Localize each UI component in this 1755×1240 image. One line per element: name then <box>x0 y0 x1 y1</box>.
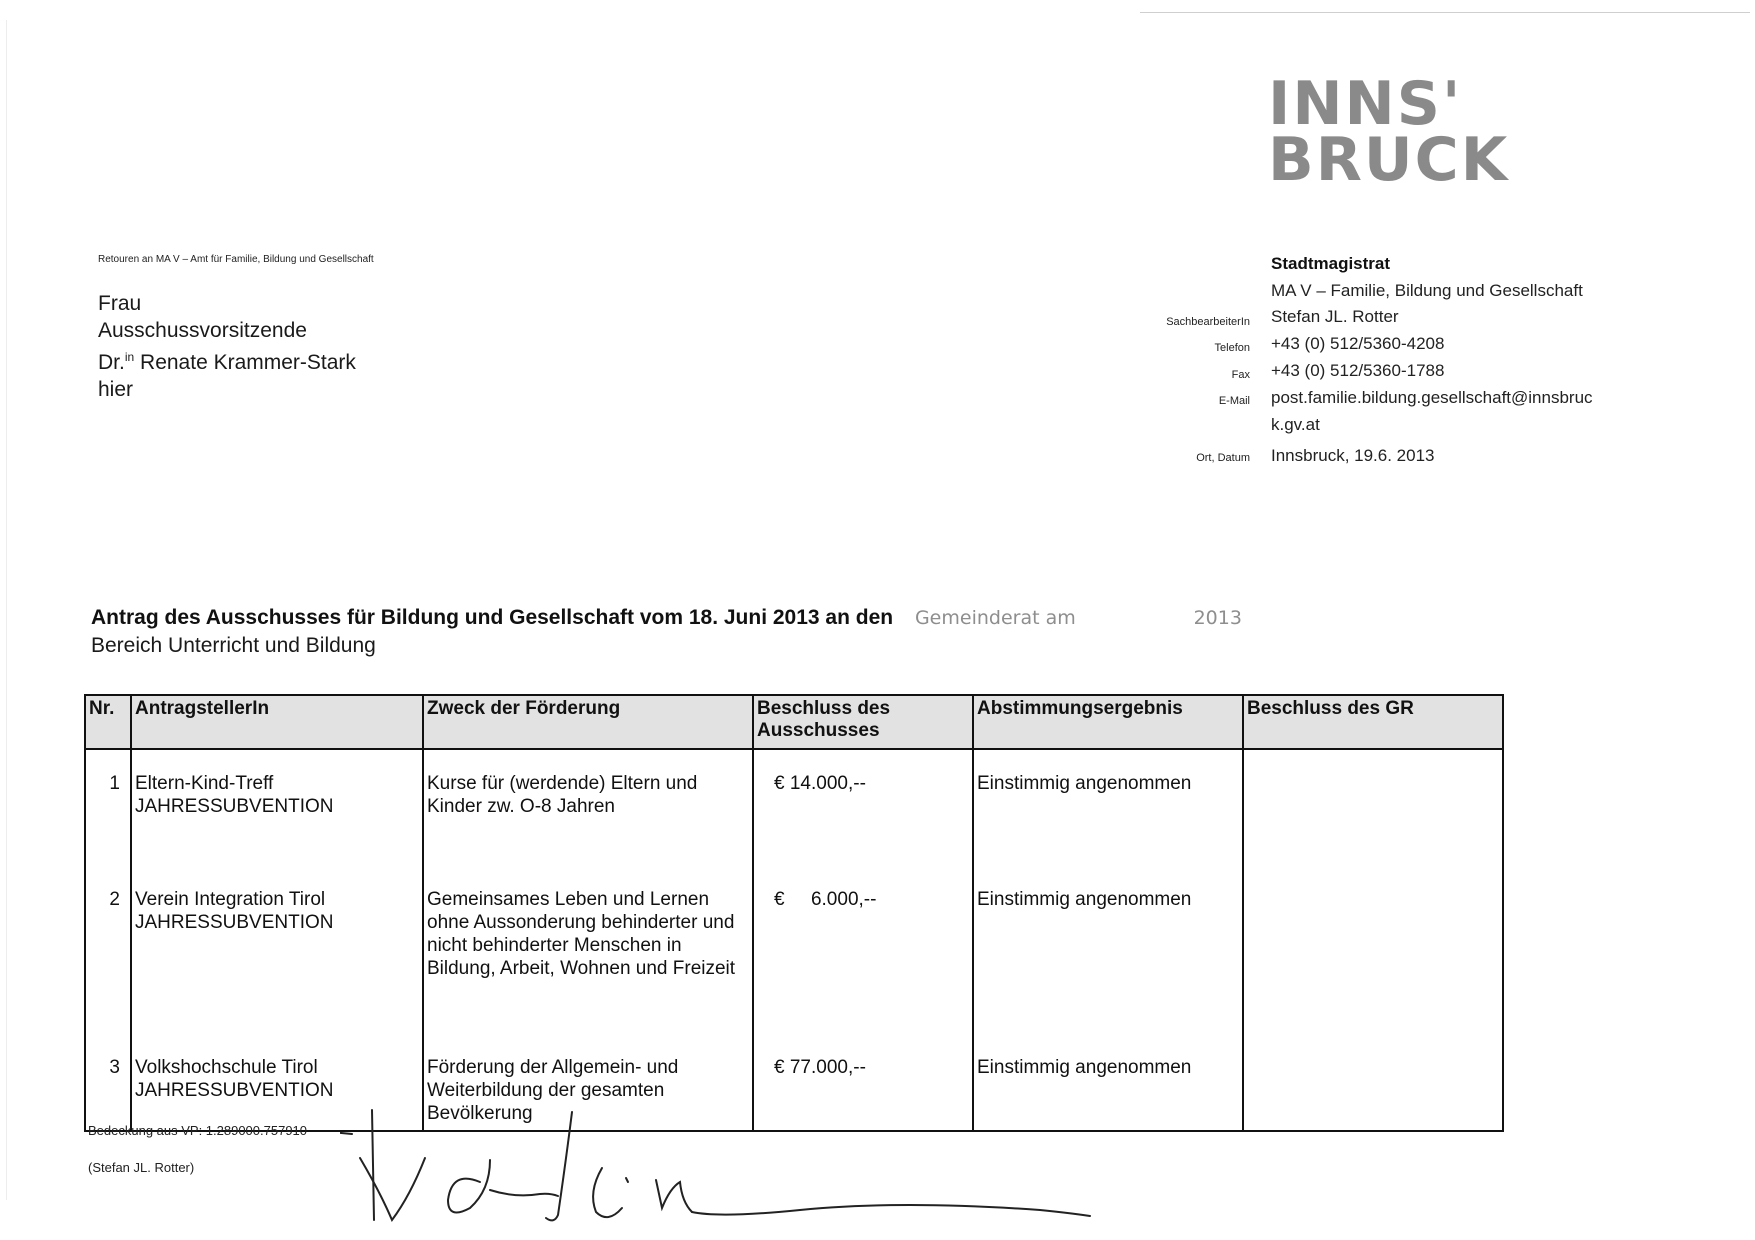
cell-nr: 1 <box>85 749 131 876</box>
table-row <box>85 876 1503 1040</box>
applicant-name: Verein Integration Tirol <box>135 889 326 910</box>
page-title <box>91 606 1242 630</box>
applicant-type: JAHRESSUBVENTION <box>135 912 334 933</box>
value-email-cont: k.gv.at <box>1271 415 1320 434</box>
recipient-location: hier <box>98 378 134 401</box>
value-phone: +43 (0) 512/5360-4208 <box>1271 334 1445 353</box>
label-phone: Telefon <box>1214 342 1250 354</box>
cell-nr: 3 <box>85 1040 131 1131</box>
cell-applicant <box>131 876 423 1040</box>
sender-department: MA V – Familie, Bildung und Gesellschaft <box>1271 281 1583 300</box>
recipient-salutation: Frau <box>98 292 142 315</box>
label-email: E-Mail <box>1218 395 1250 407</box>
recipient-title: Dr. <box>98 351 125 374</box>
header-committee-decision: Beschluss des Ausschusses <box>753 695 973 749</box>
logo-line-1: INNS' <box>1268 69 1463 139</box>
cell-amount: € 14.000,-- <box>753 749 973 876</box>
cell-amount: € 6.000,-- <box>753 876 973 1040</box>
cell-result: Einstimmig angenommen <box>973 1040 1243 1131</box>
recipient-name-line <box>98 344 356 376</box>
cell-amount: € 77.000,-- <box>753 1040 973 1131</box>
cell-purpose: Kurse für (werdende) Eltern und Kinder zw. O-8 Jahren <box>423 749 753 876</box>
return-address: Retouren an MA V – Amt für Familie, Bildung und Gesellschaft <box>98 254 374 265</box>
cell-purpose: Gemeinsames Leben und Lernen ohne Aussonderung behinderter und nicht behinderter Menschen in Bildung, Arbeit, Wohnen und Freizeit <box>423 876 753 1040</box>
cell-nr: 2 <box>85 876 131 1040</box>
sender-org: Stadtmagistrat <box>1271 254 1391 273</box>
cell-result: Einstimmig angenommen <box>973 876 1243 1040</box>
grant-table <box>84 694 1504 1132</box>
value-clerk: Stefan JL. Rotter <box>1271 307 1399 326</box>
recipient-name: Renate Krammer-Stark <box>140 351 356 374</box>
recipient-title-sup: in <box>124 350 135 364</box>
table-row <box>85 749 1503 876</box>
page-subtitle: Bereich Unterricht und Bildung <box>91 634 376 657</box>
applicant-name: Eltern-Kind-Treff <box>135 773 274 794</box>
applicant-type: JAHRESSUBVENTION <box>135 1080 334 1101</box>
cell-applicant <box>131 749 423 876</box>
header-nr: Nr. <box>85 695 131 749</box>
cell-gr <box>1243 1040 1503 1131</box>
scan-edge <box>6 20 7 1200</box>
table-header-row <box>85 695 1503 749</box>
applicant-type: JAHRESSUBVENTION <box>135 796 334 817</box>
label-clerk: SachbearbeiterIn <box>1166 316 1250 328</box>
header-purpose: Zweck der Förderung <box>423 695 753 749</box>
header-applicant: AntragstellerIn <box>131 695 423 749</box>
innsbruck-logo <box>1268 69 1568 195</box>
stamp-year: 2013 <box>1193 607 1242 629</box>
recipient-role: Ausschussvorsitzende <box>98 319 307 342</box>
cell-gr <box>1243 749 1503 876</box>
logo-line-2: BRUCK <box>1268 125 1510 195</box>
label-place-date: Ort, Datum <box>1196 452 1250 464</box>
signer-name: (Stefan JL. Rotter) <box>88 1160 195 1175</box>
value-fax: +43 (0) 512/5360-1788 <box>1271 361 1445 380</box>
value-email: post.familie.bildung.gesellschaft@innsbruc <box>1271 388 1593 407</box>
header-council-decision: Beschluss des GR <box>1243 695 1503 749</box>
header-vote-result: Abstimmungsergebnis <box>973 695 1243 749</box>
cell-purpose: Förderung der Allgemein- und Weiterbildung der gesamten Bevölkerung <box>423 1040 753 1131</box>
title-main: Antrag des Ausschusses für Bildung und Gesellschaft vom 18. Juni 2013 an den <box>91 606 894 629</box>
handwritten-signature <box>340 1100 1100 1230</box>
cell-gr <box>1243 876 1503 1040</box>
value-place-date: Innsbruck, 19.6. 2013 <box>1271 446 1435 465</box>
recipient-address <box>98 290 356 403</box>
top-rule <box>1140 12 1750 13</box>
applicant-name: Volkshochschule Tirol <box>135 1057 318 1078</box>
budget-coverage: Bedeckung aus VP: 1.289000.757910 <box>88 1123 308 1138</box>
cell-result: Einstimmig angenommen <box>973 749 1243 876</box>
stamp-council: Gemeinderat am <box>914 607 1076 629</box>
label-fax: Fax <box>1231 369 1250 381</box>
